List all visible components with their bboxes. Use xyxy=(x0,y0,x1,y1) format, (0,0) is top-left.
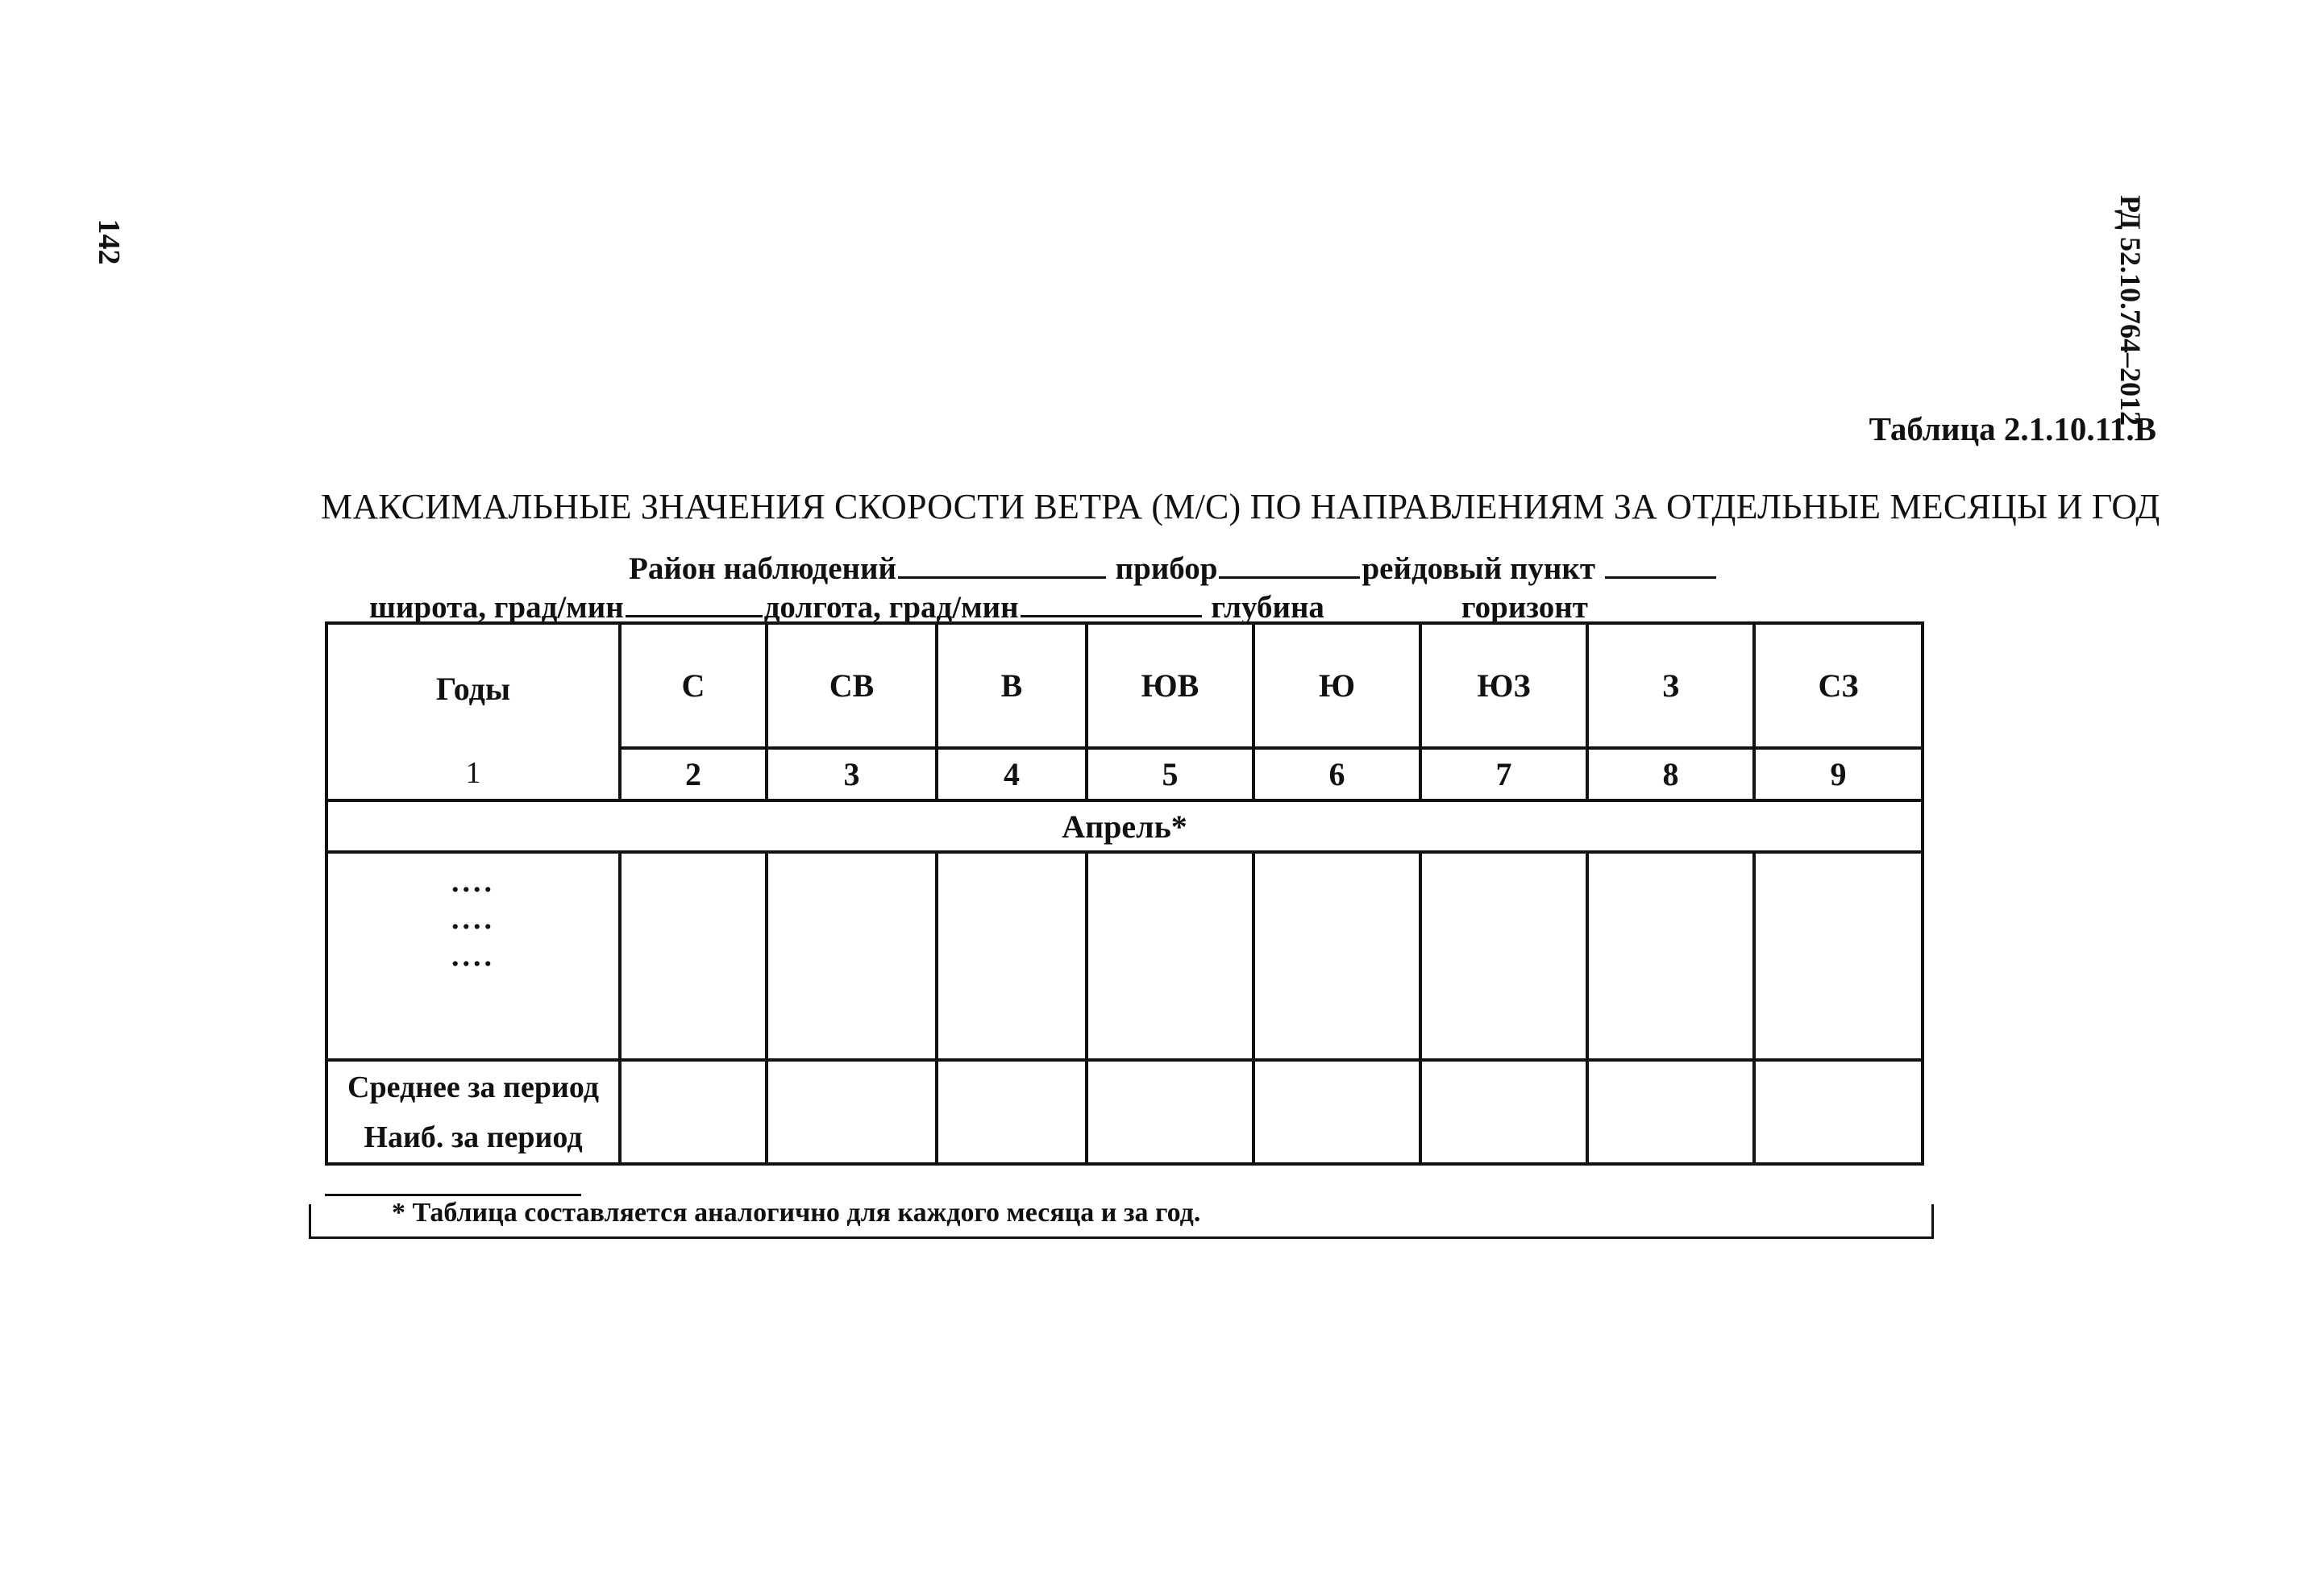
data-row xyxy=(326,852,1923,1060)
summary-cell xyxy=(1253,1060,1420,1164)
summary-row xyxy=(326,1060,1923,1164)
col-header-sw: ЮЗ xyxy=(1420,623,1587,748)
month-label: Апрель* xyxy=(326,800,1923,852)
page-number: 142 xyxy=(92,218,126,265)
ellipsis-line: .... xyxy=(451,865,495,899)
area-blank[interactable] xyxy=(898,549,1106,579)
summary-cell xyxy=(767,1060,937,1164)
col-number: 8 xyxy=(1587,748,1754,800)
years-header: Годы xyxy=(435,671,511,707)
years-placeholder-cell xyxy=(326,852,620,1060)
data-cell xyxy=(937,852,1087,1060)
horizon-label: горизонт xyxy=(1461,590,1588,625)
ellipsis-line: .... xyxy=(451,902,495,936)
data-cell xyxy=(1754,852,1923,1060)
summary-cell xyxy=(1587,1060,1754,1164)
form-line-coordinates xyxy=(369,588,1588,625)
summary-max-label: Наиб. за период xyxy=(364,1120,583,1154)
summary-cell xyxy=(937,1060,1087,1164)
data-cell xyxy=(1253,852,1420,1060)
data-cell xyxy=(767,852,937,1060)
summary-label-cell xyxy=(326,1060,620,1164)
document-code: РД 52.10.764–2012 xyxy=(2114,195,2147,426)
data-cell xyxy=(1087,852,1253,1060)
col-header-se: ЮВ xyxy=(1087,623,1253,748)
instrument-label: прибор xyxy=(1115,551,1218,586)
data-cell xyxy=(1587,852,1754,1060)
col-number: 2 xyxy=(620,748,767,800)
col-header-w: З xyxy=(1587,623,1754,748)
roadstead-label: рейдовый пункт xyxy=(1362,551,1596,586)
instrument-blank[interactable] xyxy=(1219,549,1360,579)
col-header-nw: СЗ xyxy=(1754,623,1923,748)
col-number: 3 xyxy=(767,748,937,800)
summary-cell xyxy=(620,1060,767,1164)
longitude-label: долгота, град/мин xyxy=(763,590,1019,625)
summary-cell xyxy=(1420,1060,1587,1164)
data-cell xyxy=(1420,852,1587,1060)
col-number: 6 xyxy=(1253,748,1420,800)
summary-cell xyxy=(1087,1060,1253,1164)
header-row xyxy=(326,623,1923,748)
data-cell xyxy=(620,852,767,1060)
longitude-blank[interactable] xyxy=(1021,588,1202,617)
col-number: 4 xyxy=(937,748,1087,800)
col-number: 9 xyxy=(1754,748,1923,800)
month-row xyxy=(326,800,1923,852)
col-header-e: В xyxy=(937,623,1087,748)
summary-cell xyxy=(1754,1060,1923,1164)
years-column-number: 1 xyxy=(465,756,481,790)
col-header-s: Ю xyxy=(1253,623,1420,748)
footnote-separator xyxy=(325,1194,581,1196)
area-label: Район наблюдений xyxy=(629,551,896,586)
roadstead-blank[interactable] xyxy=(1605,549,1716,579)
ellipsis-line: .... xyxy=(451,939,495,973)
col-header-ne: СВ xyxy=(767,623,937,748)
col-number: 7 xyxy=(1420,748,1587,800)
latitude-blank[interactable] xyxy=(626,588,763,617)
wind-speed-table xyxy=(325,621,1924,1166)
table-number: Таблица 2.1.10.11.В xyxy=(1869,410,2156,447)
summary-mean-label: Среднее за период xyxy=(347,1070,599,1104)
latitude-label: широта, град/мин xyxy=(369,590,624,625)
form-line-observation xyxy=(629,549,1718,587)
footnote-text: * Таблица составляется аналогично для каждого месяца и за год. xyxy=(392,1198,1201,1228)
depth-label: глубина xyxy=(1211,590,1324,625)
col-header-n: С xyxy=(620,623,767,748)
col-number: 5 xyxy=(1087,748,1253,800)
years-header-cell xyxy=(326,623,620,800)
table-title: МАКСИМАЛЬНЫЕ ЗНАЧЕНИЯ СКОРОСТИ ВЕТРА (М/С) ПО НАПРАВЛЕНИЯМ ЗА ОТДЕЛЬНЫЕ МЕСЯЦЫ И ГОД xyxy=(321,487,2160,526)
